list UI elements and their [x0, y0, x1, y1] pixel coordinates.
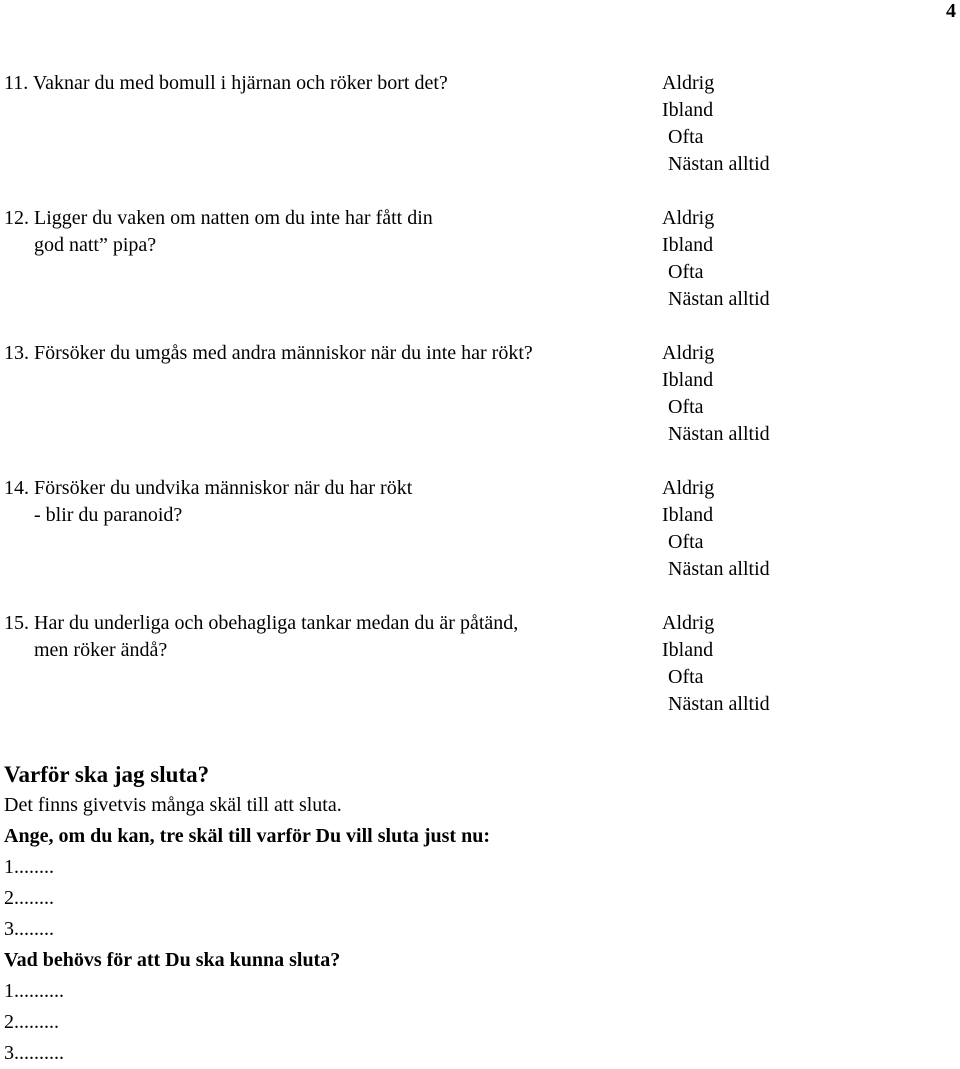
why-quit-section — [4, 760, 904, 1069]
answer-options-13 — [662, 340, 862, 448]
question-text: 11. Vaknar du med bomull i hjärnan och röker bort det? — [4, 72, 448, 94]
question-14 — [4, 475, 644, 529]
need-line-1[interactable]: 1.......... — [4, 980, 64, 1002]
option-ibland[interactable]: Ibland — [662, 99, 714, 121]
need-line-3[interactable]: 3.......... — [4, 1042, 64, 1064]
page-number: 4 — [946, 0, 956, 22]
answer-options-12 — [662, 205, 862, 313]
option-nastan-alltid[interactable]: Nästan alltid — [668, 423, 770, 445]
answer-options-11 — [662, 70, 862, 178]
answer-options-14 — [662, 475, 862, 583]
reason-line-3[interactable]: 3........ — [4, 918, 54, 940]
option-ofta[interactable]: Ofta — [668, 531, 704, 553]
reason-line-1[interactable]: 1........ — [4, 856, 54, 878]
question-text-continued: - blir du paranoid? — [34, 504, 183, 526]
option-nastan-alltid[interactable]: Nästan alltid — [668, 558, 770, 580]
option-aldrig[interactable]: Aldrig — [662, 72, 715, 94]
option-nastan-alltid[interactable]: Nästan alltid — [668, 693, 770, 715]
option-aldrig[interactable]: Aldrig — [662, 612, 715, 634]
section-intro: Det finns givetvis många skäl till att sluta. — [4, 794, 342, 816]
question-text: 14. Försöker du undvika människor när du har rökt — [4, 477, 413, 499]
option-aldrig[interactable]: Aldrig — [662, 207, 715, 229]
option-aldrig[interactable]: Aldrig — [662, 342, 715, 364]
option-aldrig[interactable]: Aldrig — [662, 477, 715, 499]
section-heading: Varför ska jag sluta? — [4, 762, 210, 787]
answer-options-15 — [662, 610, 862, 718]
option-nastan-alltid[interactable]: Nästan alltid — [668, 288, 770, 310]
question-text: 15. Har du underliga och obehagliga tankar medan du är påtänd, — [4, 612, 519, 634]
question-text-continued: men röker ändå? — [34, 639, 168, 661]
option-ofta[interactable]: Ofta — [668, 666, 704, 688]
option-ibland[interactable]: Ibland — [662, 504, 714, 526]
question-15 — [4, 610, 644, 664]
needs-prompt: Vad behövs för att Du ska kunna sluta? — [4, 949, 341, 971]
option-ibland[interactable]: Ibland — [662, 369, 714, 391]
option-ofta[interactable]: Ofta — [668, 261, 704, 283]
question-text: 12. Ligger du vaken om natten om du inte har fått din — [4, 207, 433, 229]
option-ofta[interactable]: Ofta — [668, 396, 704, 418]
question-text: 13. Försöker du umgås med andra människor när du inte har rökt? — [4, 342, 533, 364]
option-ibland[interactable]: Ibland — [662, 234, 714, 256]
option-ibland[interactable]: Ibland — [662, 639, 714, 661]
question-text-continued: god natt” pipa? — [34, 234, 157, 256]
option-ofta[interactable]: Ofta — [668, 126, 704, 148]
reason-line-2[interactable]: 2........ — [4, 887, 54, 909]
reasons-prompt: Ange, om du kan, tre skäl till varför Du vill sluta just nu: — [4, 825, 490, 847]
question-11 — [4, 70, 644, 97]
question-13 — [4, 340, 644, 367]
need-line-2[interactable]: 2......... — [4, 1011, 59, 1033]
option-nastan-alltid[interactable]: Nästan alltid — [668, 153, 770, 175]
question-12 — [4, 205, 644, 259]
